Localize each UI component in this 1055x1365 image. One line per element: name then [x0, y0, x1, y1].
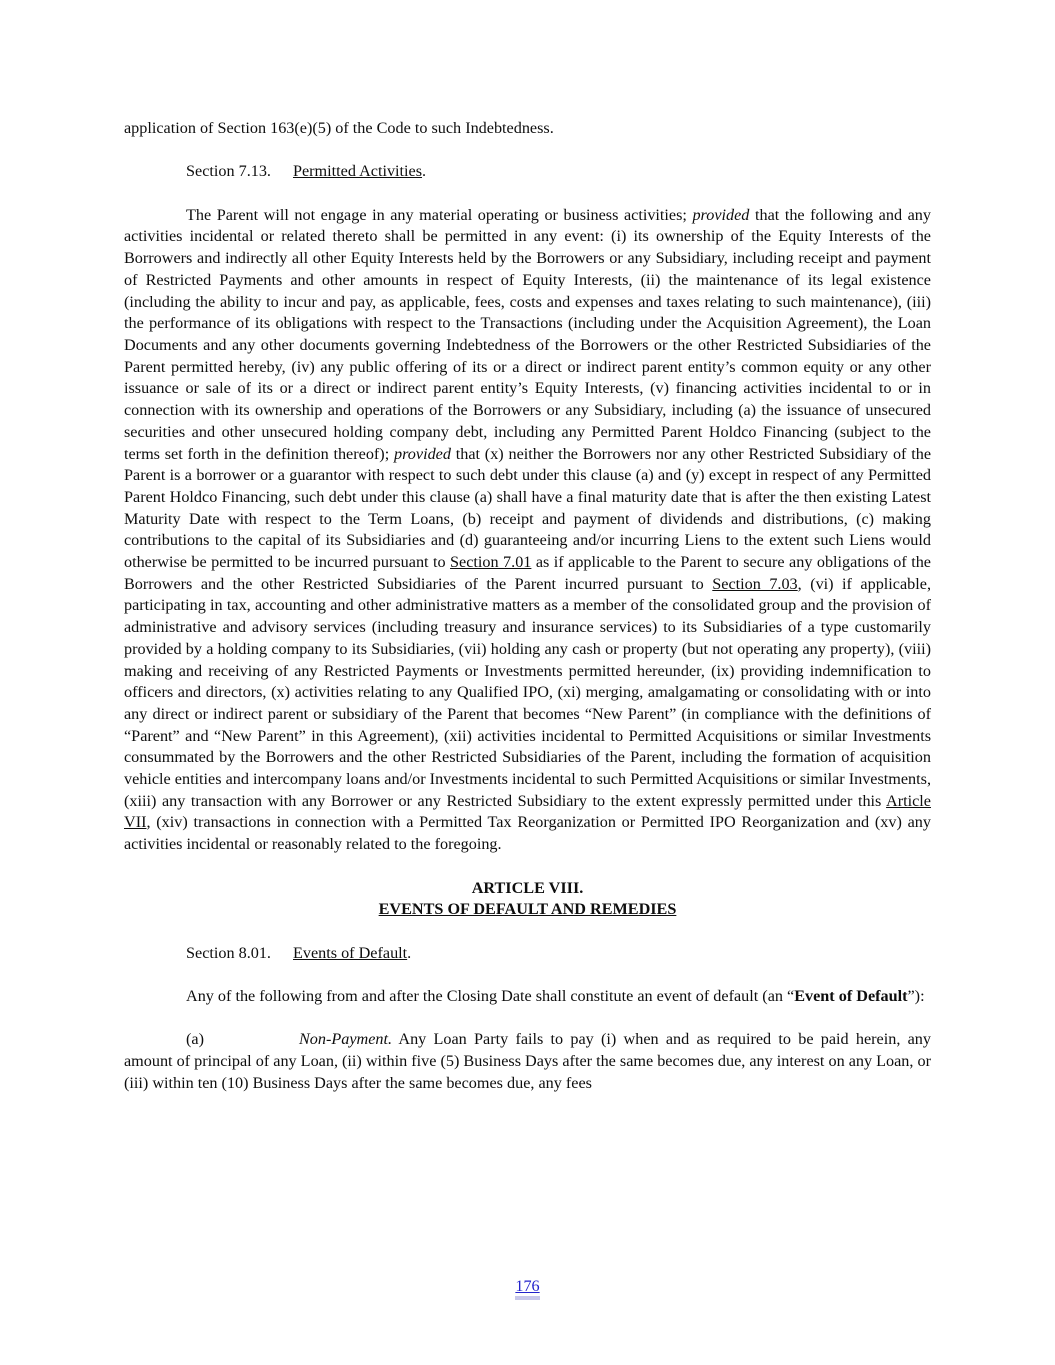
text-run: Section 7.03	[712, 574, 798, 593]
text-run: Article VII	[124, 791, 931, 832]
continuation-paragraph	[124, 118, 931, 140]
events-of-default-intro	[124, 986, 931, 1008]
text-run: Any of the following from and after the Closing Date shall constitute an event of default (an “	[186, 987, 795, 1006]
text-run: (a)	[186, 1030, 204, 1049]
section-7-13-heading	[124, 161, 931, 183]
text-run: ”):	[907, 987, 925, 1006]
permitted-activities-paragraph	[124, 205, 931, 856]
text-run: The Parent will not engage in any material operating or business activities;	[186, 205, 693, 224]
text-run: , (vi) if applicable, participating in tax, accounting and other administrative matters as a member of the consolidated group and the provision of administrative and advisory services (including treasury and insurance services) to its Subsidiaries of a type customarily provided by a holding company to its Subsidiaries, (vii) holding any cash or property (but not operating any property), (viii) making and receiving of any Restricted Payments or Investments permitted hereunder, (ix) providing indemnification to officers and directors, (x) activities relating to any Qualified IPO, (xi) merging, amalgamating or consolidating with or into any direct or indirect parent or subsidiary of the Parent that becomes “New Parent” (in compliance with the definitions of “Parent” and “New Parent” in this Agreement), (xii) activities incidental to Permitted Acquisitions or similar Investments consummated by the Borrowers and the other Restricted Subsidiaries of the Parent, including the formation of acquisition vehicle entities and intercompany loans and/or Investments incidental to such Permitted Acquisitions or similar Investments, (xiii) any transaction with any Borrower or any Restricted Subsidiary to the extent expressly permitted under this	[124, 574, 931, 810]
text-run: as if applicable to the Parent to secure any obligations of the Borrowers and the other Restricted Subsidiaries of the Parent incurred pursuant to	[124, 553, 931, 593]
text-run: .	[407, 943, 412, 962]
text-run: provided	[692, 205, 750, 224]
text-run: Section 7.01	[450, 553, 532, 572]
text-run: Event of Default	[794, 987, 908, 1006]
section-8-01-heading	[124, 943, 931, 965]
text-run: provided	[394, 444, 451, 463]
non-payment-paragraph	[124, 1029, 931, 1094]
text-run: .	[422, 162, 427, 181]
text-run: , (xiv) transactions in connection with a Permitted Tax Reorganization or Permitted IPO Reorganization and (xv) any activities incidental or reasonably related to the foregoing.	[124, 813, 931, 854]
page-number-link[interactable]: 176	[515, 1277, 539, 1300]
text-run: Permitted Activities	[292, 162, 423, 181]
text-run: Events of Default	[292, 943, 408, 962]
text-run: Non-Payment.	[298, 1030, 393, 1049]
article-viii-title: ARTICLE VIII.	[471, 878, 584, 897]
text-run: Any Loan Party fails to pay (i) when and as required to be paid herein, any amount of principal of any Loan, (ii) within five (5) Business Days after the same becomes due, any interest on any Loan, or (iii) within ten (10) Business Days after the same becomes due, any fees	[124, 1030, 931, 1092]
text-run: Section 8.01.	[186, 943, 271, 962]
text-run: that the following and any activities incidental or related thereto shall be permitted in any event: (i) its ownership of the Equity Interests of the Borrowers and indirectly all other Equity Interests held by the Borrowers or any Subsidiary, including receipt and payment of Restricted Payments and other amounts in respect of Equity Interests, (ii) the maintenance of its legal existence (including the ability to incur and pay, as applicable, fees, costs and expenses and taxes relating to such maintenance), (iii) the performance of its obligations with respect to the Transactions (including under the Acquisition Agreement), the Loan Documents and any other documents governing Indebtedness of the Borrowers or the other Restricted Subsidiaries of the Parent permitted hereby, (iv) any public offering of its or a direct or indirect parent entity’s common equity or any other issuance or sale of its or a direct or indirect parent entity’s Equity Interests, (v) financing activities incidental to or in connection with its ownership and operations of the Borrowers or any Subsidiary, including (a) the issuance of unsecured securities and other unsecured holding company debt, including any Permitted Parent Holdco Financing (subject to the terms set forth in the definition thereof);	[124, 205, 931, 463]
text-run: that (x) neither the Borrowers nor any other Restricted Subsidiary of the Parent is a borrower or a guarantor with respect to such debt under this clause (a) and (y) except in respect of any Permitted Parent Holdco Financing, such debt under this clause (a) shall have a final maturity date that is after the then existing Latest Maturity Date with respect to the Term Loans, (b) receipt and payment of dividends and distributions, (c) making contributions to the capital of its Subsidiaries and (d) guaranteeing and/or incurring Liens to the extent such Liens would otherwise be permitted to be incurred pursuant to	[124, 444, 931, 572]
article-viii-subtitle: EVENTS OF DEFAULT AND REMEDIES	[378, 900, 677, 919]
text-run: application of Section 163(e)(5) of the Code to such Indebtedness.	[124, 119, 554, 137]
text-run: Section 7.13.	[186, 162, 271, 181]
page-footer	[0, 1276, 1055, 1298]
